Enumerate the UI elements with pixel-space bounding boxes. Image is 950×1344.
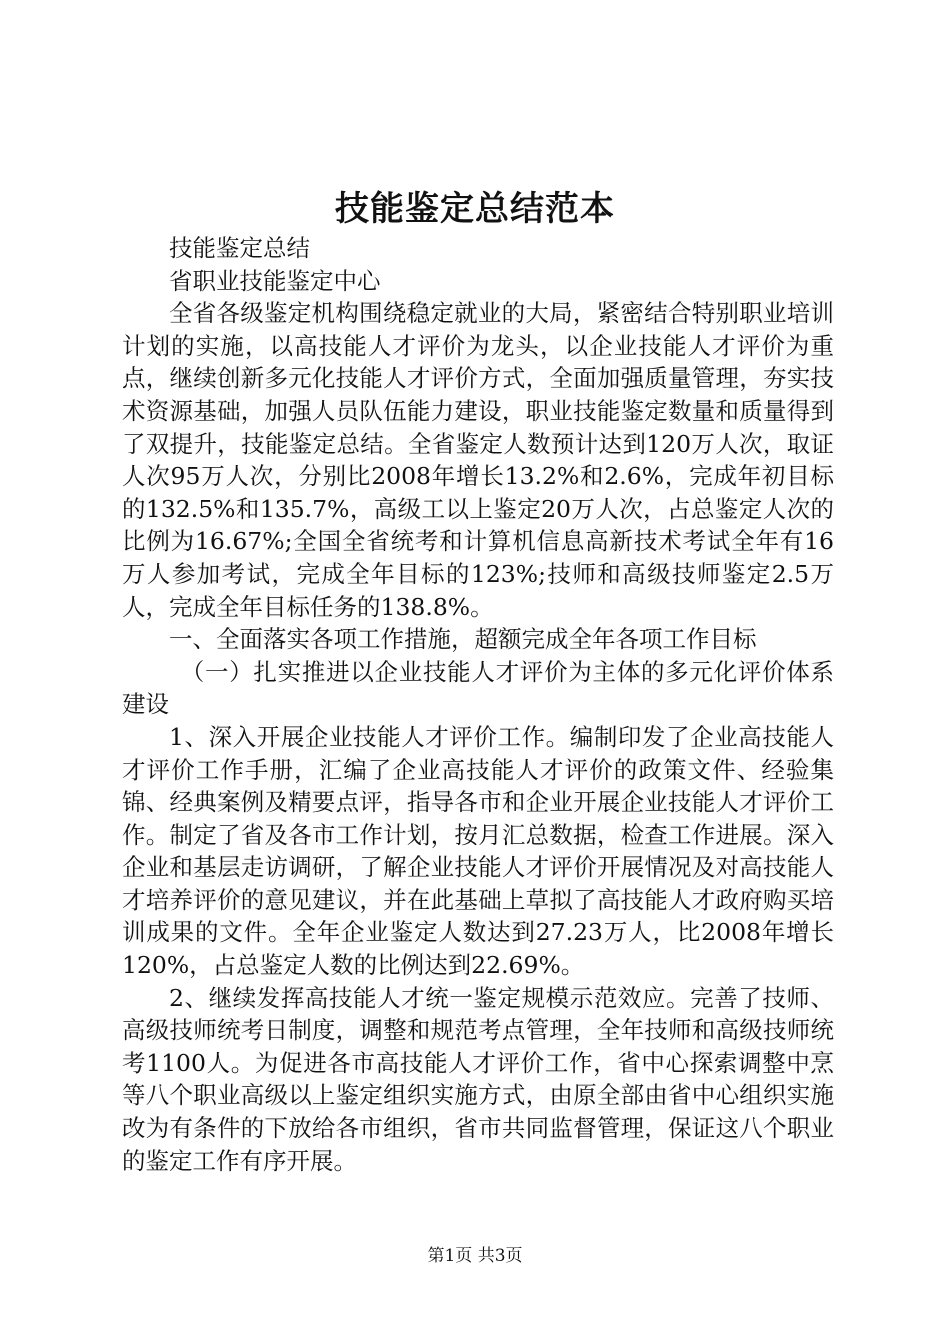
paragraph-subtitle: 技能鉴定总结 <box>169 234 310 262</box>
paragraph-organization: 省职业技能鉴定中心 <box>169 266 381 295</box>
page-footer: 第1页 共3页 <box>427 1246 523 1266</box>
paragraph-item-1: 1、深入开展企业技能人才评价工作。编制印发了企业高技能人才评价工作手册，汇编了企业高技能人才评价的政策文件、经验集锦、经典案例及精要点评，指导各市和企业开展企业技能人才评价工作。制定了省及各市工作计划，按月汇总数据，检查工作进展。深入企业和基层走访调研，了解企业技能人才评价开展情况及对高技能人才培养评价的意见建议，并在此基础上草拟了高技能人才政府购买培训成果的文件。全年企业鉴定人数达到27.23万人，比2008年增长120%，占总鉴定人数的比例达到22.69%。 <box>122 722 834 980</box>
document-body <box>122 232 834 1177</box>
paragraph-item-2: 2、继续发挥高技能人才统一鉴定规模示范效应。完善了技师、高级技师统考日制度，调整和规范考点管理，全年技师和高级技师统考1100人。为促进各市高技能人才评价工作，省中心探索调整中烹等八个职业高级以上鉴定组织实施方式，由原全部由省中心组织实施改为有条件的下放给各市组织，省市共同监督管理，保证这八个职业的鉴定工作有序开展。 <box>122 983 834 1175</box>
paragraph-summary: 全省各级鉴定机构围绕稳定就业的大局，紧密结合特别职业培训计划的实施，以高技能人才评价为龙头，以企业技能人才评价为重点，继续创新多元化技能人才评价方式，全面加强质量管理，夯实技术资源基础，加强人员队伍能力建设，职业技能鉴定数量和质量得到了双提升，技能鉴定总结。全省鉴定人数预计达到120万人次，取证人次95万人次，分别比2008年增长13.2%和2.6%，完成年初目标的132.5%和135.7%，高级工以上鉴定20万人次，占总鉴定人次的比例为16.67%;全国全省统考和计算机信息高新技术考试全年有16万人参加考试，完成全年目标的123%;技师和高级技师鉴定2.5万人，完成全年目标任务的138.8%。 <box>122 299 834 621</box>
section-heading-1: 一、全面落实各项工作措施，超额完成全年各项工作目标 <box>169 625 757 654</box>
subsection-heading-1: （一）扎实推进以企业技能人才评价为主体的多元化评价体系建设 <box>122 657 834 719</box>
document-title: 技能鉴定总结范本 <box>335 189 615 229</box>
